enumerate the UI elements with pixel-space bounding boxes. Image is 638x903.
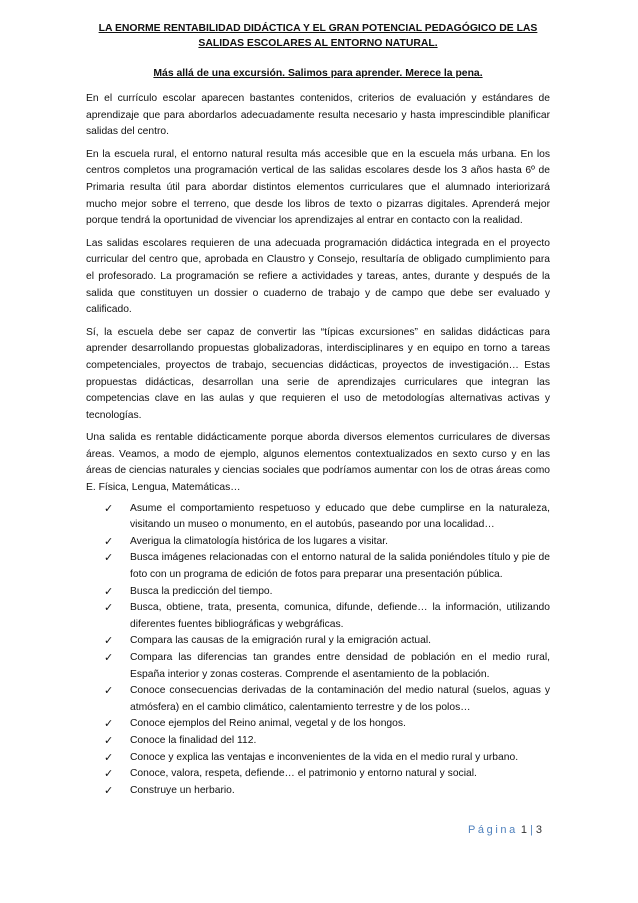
checkmark-icon: ✓ [104,750,114,764]
checklist-item [86,683,550,716]
checklist-item [86,733,550,750]
checkmark-icon: ✓ [104,783,114,797]
checkmark-icon: ✓ [104,534,114,548]
checkmark-icon: ✓ [104,551,114,565]
checkmark-icon: ✓ [104,501,114,515]
paragraph: En el currículo escolar aparecen bastantes contenidos, criterios de evaluación y estándares de aprendizaje que para abordarlos adecuadamente resulta necesario y hasta imprescindible planificar salidas del centro. [86,93,550,138]
checklist-item [86,633,550,650]
page-word: Página [467,824,518,836]
checklist-item-text: Compara las diferencias tan grandes entre densidad de población en el medio rural, España interior y zonas costeras. Comprende el asentamiento de la población. [130,652,550,680]
document-title: LA ENORME RENTABILIDAD DIDÁCTICA Y EL GRAN POTENCIAL PEDAGÓGICO DE LAS SALIDAS ESCOLARES AL ENTORNO NATURAL. [98,23,538,49]
document-subtitle: Más allá de una excursión. Salimos para aprender. Merece la pena. [153,68,483,79]
total-pages: 3 [535,824,542,836]
checklist-item-text: Busca, obtiene, trata, presenta, comunica, difunde, defiende… la información, utilizando diferentes fuentes bibliográficas y webgráficas. [130,602,550,630]
checklist-item-text: Conoce consecuencias derivadas de la contaminación del medio natural (suelos, aguas y atmósfera) en el cambio climático, calentamiento terrestre y de los polos… [130,685,550,713]
checklist-item [86,501,550,534]
checklist-item-text: Averigua la climatología histórica de los lugares a visitar. [130,535,388,547]
checkmark-icon: ✓ [104,634,114,648]
paragraph: Sí, la escuela debe ser capaz de convertir las “típicas excursiones” en salidas didácticas para aprender desarrollando propuestas globalizadoras, interdisciplinares y en equipo en torno a tareas competenciales, proyectos de trabajo, secuencias didácticas, proyectos de investigación… Estas propuestas didácticas, desarrollan una serie de aprendizajes curriculares que integran las competencias clave en las aulas y que requieren el uso de metodologías alternativas activas y tecnologías. [86,326,550,421]
page-separator: | [530,824,533,836]
checklist-item [86,534,550,551]
checklist-item-text: Conoce ejemplos del Reino animal, vegetal y de los hongos. [130,718,406,730]
page-number: 1 [520,824,528,836]
checklist-item [86,600,550,633]
checklist-item-text: Compara las causas de la emigración rural y la emigración actual. [130,635,432,647]
checklist-item-text: Asume el comportamiento respetuoso y educado que debe cumplirse en la naturaleza, visitando un museo o monumento, en el autobús, paseando por una localidad… [130,502,550,531]
checkmark-icon: ✓ [104,767,114,781]
checklist-item [86,650,550,683]
paragraph: Una salida es rentable didácticamente porque aborda diversos elementos curriculares de diversas áreas. Veamos, a modo de ejemplo, algunos elementos contextualizados en sexto curso y en las áreas de ciencias naturales y ciencias sociales que podríamos aumentar con los de otras áreas como E. Física, Lengua, Matemáticas… [86,432,550,494]
checklist-item-text: Construye un herbario. [130,784,235,796]
checklist-item-text: Conoce la finalidad del 112. [130,734,257,746]
checkmark-icon: ✓ [104,584,114,598]
checklist-item [86,550,550,583]
page-footer [468,824,542,836]
checklist-item [86,783,550,800]
checklist-item [86,584,550,601]
checklist [86,501,550,800]
checklist-item [86,766,550,783]
checklist-item-text: Conoce y explica las ventajas e inconvenientes de la vida en el medio rural y urbano. [130,751,519,763]
checklist-item-text: Busca imágenes relacionadas con el entorno natural de la salida poniéndoles título y pie de foto con un programa de edición de fotos para preparar una presentación pública. [130,552,550,581]
checklist-item [86,716,550,733]
paragraph: En la escuela rural, el entorno natural resulta más accesible que en la escuela más urbana. En los centros completos una programación vertical de las salidas escolares desde los 3 años hasta 6º de Primaria resulta útil para abordar distintos elementos curriculares que el alumnado interiorizará mucho mejor sobre el terreno, que desde los libros de texto o pizarras digitales. Aprenderá mejor porque tendrá la oportunidad de vivenciar los aprendizajes al entrar en contacto con la realidad. [86,148,550,227]
document-page [86,22,550,799]
checklist-item-text: Busca la predicción del tiempo. [130,585,273,597]
checkmark-icon: ✓ [104,717,114,731]
checkmark-icon: ✓ [104,601,114,615]
checkmark-icon: ✓ [104,651,114,664]
paragraph: Las salidas escolares requieren de una adecuada programación didáctica integrada en el proyecto curricular del centro que, aprobada en Claustro y Consejo, resultaría de obligado cumplimiento para el profesorado. La programación se refiere a actividades y tareas, antes, durante y después de la salida que constituyen un dossier o cuaderno de trabajo y de campo que debe ser evaluado y calificado. [86,237,550,316]
checklist-item [86,750,550,767]
checklist-item-text: Conoce, valora, respeta, defiende… el patrimonio y entorno natural y social. [130,768,477,780]
checkmark-icon: ✓ [104,684,114,698]
checkmark-icon: ✓ [104,733,114,747]
